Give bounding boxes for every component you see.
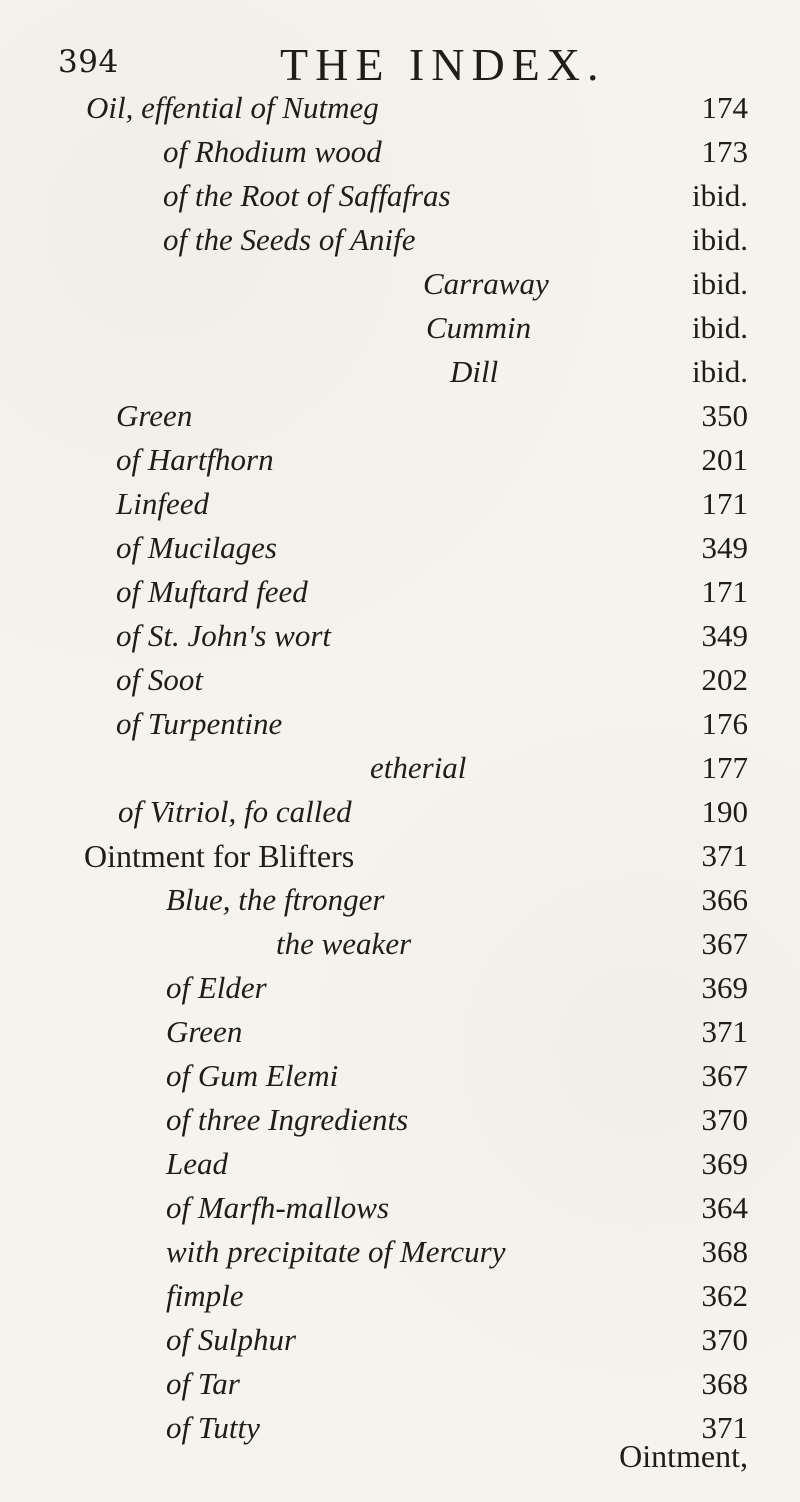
page-reference: 171 [701,574,748,609]
index-entry-label: of three Ingredients [166,1102,409,1137]
index-entry-label: of Mucilages [116,530,277,565]
index-entry-label: Green [116,398,193,433]
page-reference: ibid. [692,310,748,345]
page-reference: 371 [701,838,748,873]
index-entry-label: of Gum Elemi [166,1058,339,1093]
page-reference: ibid. [692,222,748,257]
index-entry-label: of St. John's wort [116,618,332,653]
index-entry-marfh-mallows [0,1186,800,1230]
index-entry-sulphur [0,1318,800,1362]
index-entry-precipitate-mercury [0,1230,800,1274]
index-entry-saffafras [0,174,800,218]
page-reference: 177 [701,750,748,785]
page-reference: 370 [701,1102,748,1137]
page-reference: 349 [701,618,748,653]
page-reference: 174 [701,90,748,125]
index-entry-carraway [0,262,800,306]
catchword: Ointment, [619,1438,748,1474]
index-entry-label: etherial [370,750,467,785]
index-entry-label: of Tutty [166,1410,260,1445]
index-entry-gum-elemi [0,1054,800,1098]
index-entry-fimple [0,1274,800,1318]
index-entry-label: Lead [166,1146,228,1181]
index-entry-label: of Soot [116,662,203,697]
running-title: THE INDEX. [280,39,606,90]
index-entry-elder [0,966,800,1010]
index-entry-label: Ointment for Blifters [84,838,355,874]
index-entry-oil-nutmeg [0,86,800,130]
page-reference: ibid. [692,178,748,213]
index-entry-soot [0,658,800,702]
index-entry-green-oil [0,394,800,438]
page-reference: 367 [701,1058,748,1093]
index-entry-label: of Muftard feed [116,574,308,609]
page-reference: 171 [701,486,748,521]
page-reference: 370 [701,1322,748,1357]
index-entry-label: Carraway [423,266,549,301]
index-entry-label: of Marfh-mallows [166,1190,390,1225]
index-entry-tar [0,1362,800,1406]
index-entry-blue-stronger [0,878,800,922]
index-entry-anife [0,218,800,262]
page-reference: 366 [701,882,748,917]
index-entry-cummin [0,306,800,350]
index-entry-green-ointment [0,1010,800,1054]
index-entry-vitriol [0,790,800,834]
index-entry-label: of Elder [166,970,267,1005]
page-reference: 350 [701,398,748,433]
page-reference: 201 [701,442,748,477]
index-entry-label: Cummin [426,310,532,345]
index-entry-turpentine [0,702,800,746]
page-reference: 368 [701,1234,748,1269]
index-entry-label: fimple [166,1278,244,1313]
index-entry-label: the weaker [276,926,412,961]
index-entry-label: of Tar [166,1366,240,1401]
index-entry-label: of the Seeds of Anife [163,222,416,257]
index-entry-three-ingredients [0,1098,800,1142]
index-entry-linfeed [0,482,800,526]
index-entry-label: of Vitriol, fo called [118,794,352,829]
page-reference: ibid. [692,266,748,301]
index-entry-label: of Hartfhorn [116,442,274,477]
index-entry-weaker [0,922,800,966]
page-reference: ibid. [692,354,748,389]
page-reference: 371 [701,1014,748,1049]
index-entry-muftard-feed [0,570,800,614]
index-entry-label: Linfeed [116,486,209,521]
index-entry-lead [0,1142,800,1186]
index-entry-label: Oil, effential of Nutmeg [86,90,379,125]
page-reference: 173 [701,134,748,169]
index-entry-hartfhorn [0,438,800,482]
index-entry-rhodium-wood [0,130,800,174]
index-entry-label: of the Root of Saffafras [163,178,451,213]
page-header [58,18,758,90]
page-reference: 176 [701,706,748,741]
index-entry-dill [0,350,800,394]
index-entry-label: Green [166,1014,243,1049]
index-entry-label: of Rhodium wood [163,134,382,169]
index-entry-etherial [0,746,800,790]
page-reference: 368 [701,1366,748,1401]
page-reference: 349 [701,530,748,565]
page-reference: 362 [701,1278,748,1313]
index-entry-label: Blue, the ftronger [166,882,385,917]
index-entry-label: with precipitate of Mercury [166,1234,506,1269]
page-reference: 369 [701,970,748,1005]
page-reference: 364 [701,1190,748,1225]
index-entry-label: of Sulphur [166,1322,297,1357]
index-entry-mucilages [0,526,800,570]
page-number: 394 [58,44,119,80]
page-reference: 367 [701,926,748,961]
index-entry-label: Dill [450,354,499,389]
page-reference: 371 [701,1410,748,1445]
index-entry-ointment-blifters [0,834,800,878]
page-reference: 369 [701,1146,748,1181]
page-reference: 190 [701,794,748,829]
index-entry-label: of Turpentine [116,706,283,741]
index-entry-st-johns-wort [0,614,800,658]
page-reference: 202 [701,662,748,697]
